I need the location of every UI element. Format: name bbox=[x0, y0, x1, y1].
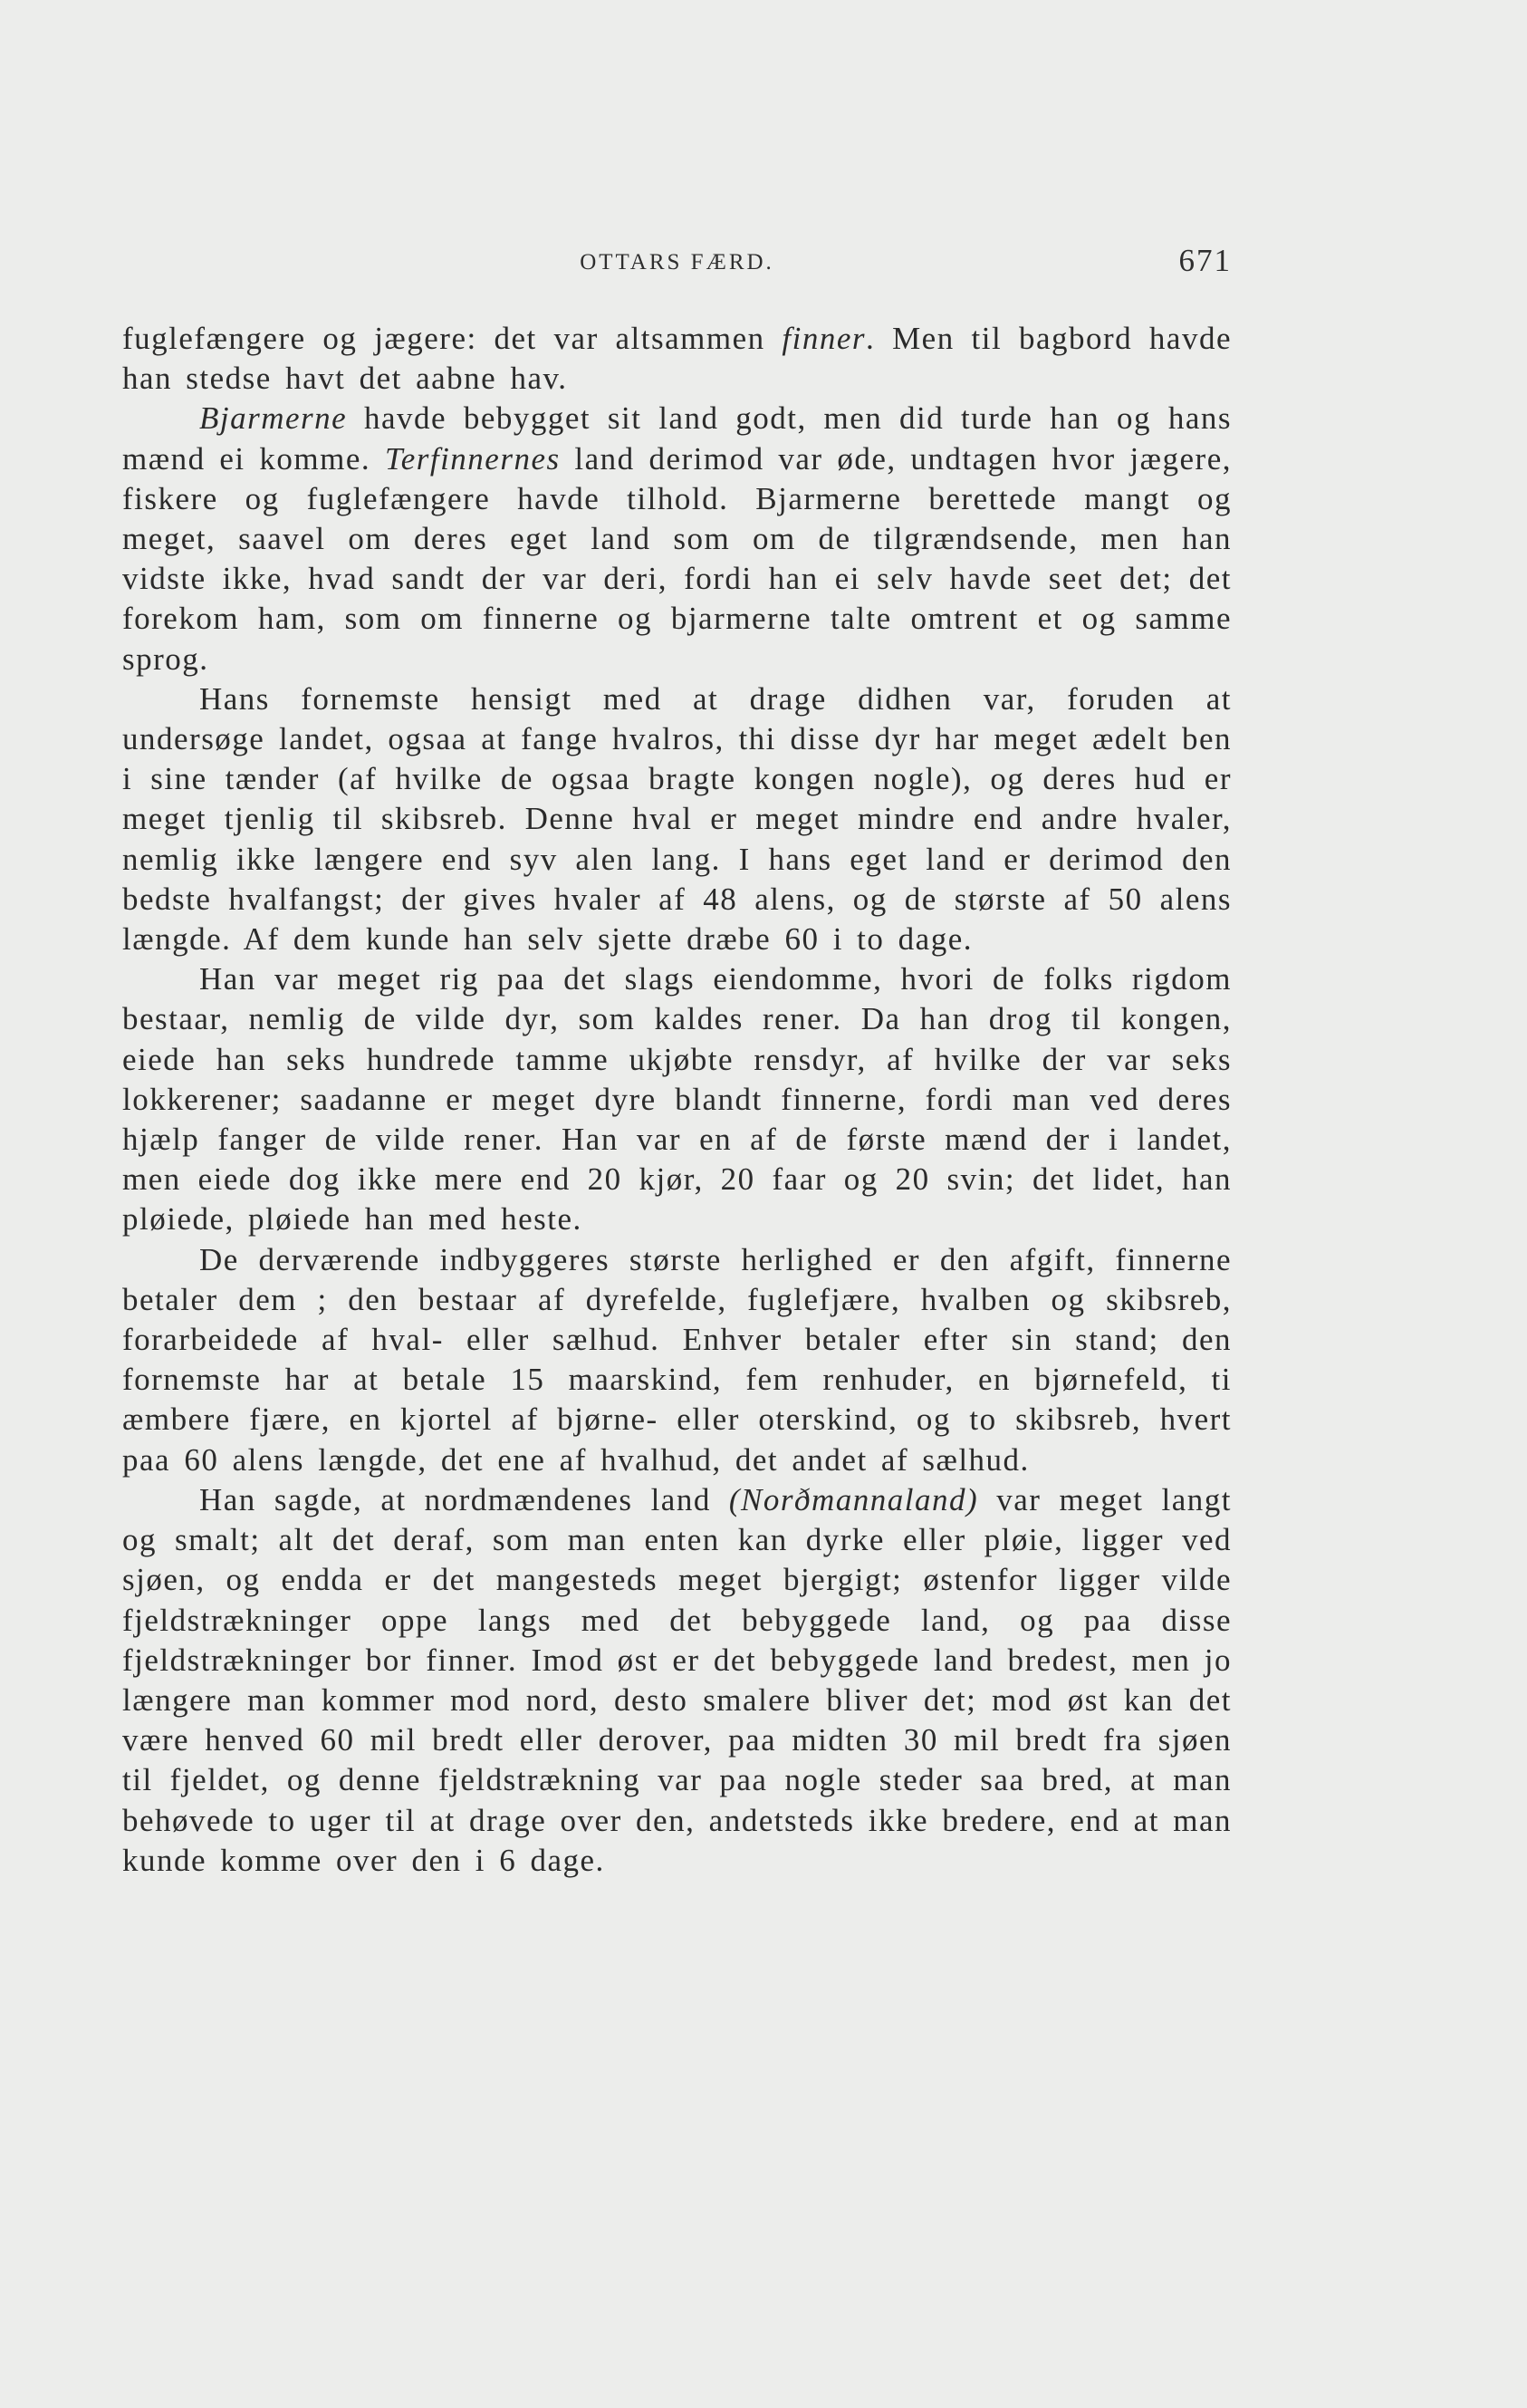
text-run: land derimod var øde, undtagen hvor jægere, fiskere og fuglefængere havde tilhold. Bjarmerne berettede mangt og meget, saavel om deres eget land som om de tilgrændsende, men han vidste ikke, hvad sandt der var deri, fordi han ei selv havde seet det; det forekom ham, som om finnerne og bjarmerne talte omtrent et og samme sprog. bbox=[122, 440, 1232, 677]
italic-text: Terfinnernes bbox=[384, 440, 561, 477]
italic-text: Bjarmerne bbox=[199, 400, 348, 437]
body-text bbox=[122, 319, 1232, 1881]
italic-text: (Norðmannaland) bbox=[728, 1481, 979, 1517]
paragraph bbox=[122, 1480, 1232, 1881]
text-run: havde bebygget sit land godt, men did turde han og hans mænd ei komme. bbox=[122, 400, 1232, 477]
paragraph bbox=[122, 1240, 1232, 1480]
paragraph bbox=[122, 679, 1232, 959]
text-run: De derværende indbyggeres største herlighed er den afgift, finnerne betaler dem ; den bestaar af dyrefelde, fuglefjære, hvalben og skibsreb, forarbeidede af hval- eller sælhud. Enhver betaler efter sin stand; den fornemste har at betale 15 maarskind, fem renhuder, en bjørnefeld, ti æmbere fjære, en kjortel af bjørne- eller oterskind, og to skibsreb, hvert paa 60 alens længde, det ene af hvalhud, det andet af sælhud. bbox=[122, 1241, 1232, 1478]
text-run: Han var meget rig paa det slags eiendomme, hvori de folks rigdom bestaar, nemlig de vilde dyr, som kaldes rener. Da han drog til kongen, eiede han seks hundrede tamme ukjøbte rensdyr, af hvilke der var seks lokkerener; saadanne er meget dyre blandt finnerne, fordi man ved deres hjælp fanger de vilde rener. Han var en af de første mænd der i landet, men eiede dog ikke mere end 20 kjør, 20 faar og 20 svin; det lidet, han pløiede, pløiede han med heste. bbox=[122, 961, 1232, 1238]
text-run: fuglefængere og jægere: det var altsammen bbox=[122, 321, 783, 356]
italic-text: finner bbox=[782, 321, 867, 356]
text-run: Han sagde, at nordmændenes land bbox=[199, 1481, 729, 1517]
running-head bbox=[122, 243, 1232, 288]
text-run: . Men til bagbord havde han stedse havt det aabne hav. bbox=[122, 321, 1232, 397]
text-run: var meget langt og smalt; alt det deraf, som man enten kan dyrke eller pløie, ligger ved sjøen, og endda er det mangesteds meget bjergigt; østenfor ligger vilde fjeldstrækninger oppe langs med det bebyggede land, og paa disse fjeldstrækninger bor finner. Imod øst er det bebyggede land bredest, men jo længere man kommer mod nord, desto smalere bliver det; mod øst kan det være henved 60 mil bredt eller derover, paa midten 30 mil bredt fra sjøen til fjeldet, og denne fjeldstrækning var paa nogle steder saa bred, at man behøvede to uger til at drage over den, andetsteds ikke bredere, end at man kunde komme over den i 6 dage. bbox=[122, 1481, 1232, 1878]
text-run: Hans fornemste hensigt med at drage didhen var, foruden at undersøge landet, ogsaa at fange hvalros, thi disse dyr har meget ædelt ben i sine tænder (af hvilke de ogsaa bragte kongen nogle), og deres hud er meget tjenlig til skibsreb. Denne hval er meget mindre end andre hvaler, nemlig ikke længere end syv alen lang. I hans eget land er derimod den bedste hvalfangst; der gives hvaler af 48 alens, og de største af 50 alens længde. Af dem kunde han selv sjette dræbe 60 i to dage. bbox=[122, 680, 1232, 958]
page-number: 671 bbox=[1178, 243, 1232, 278]
paragraph bbox=[122, 319, 1232, 399]
paragraph bbox=[122, 399, 1232, 679]
paragraph bbox=[122, 959, 1232, 1239]
running-title: OTTARS FÆRD. bbox=[580, 250, 774, 275]
